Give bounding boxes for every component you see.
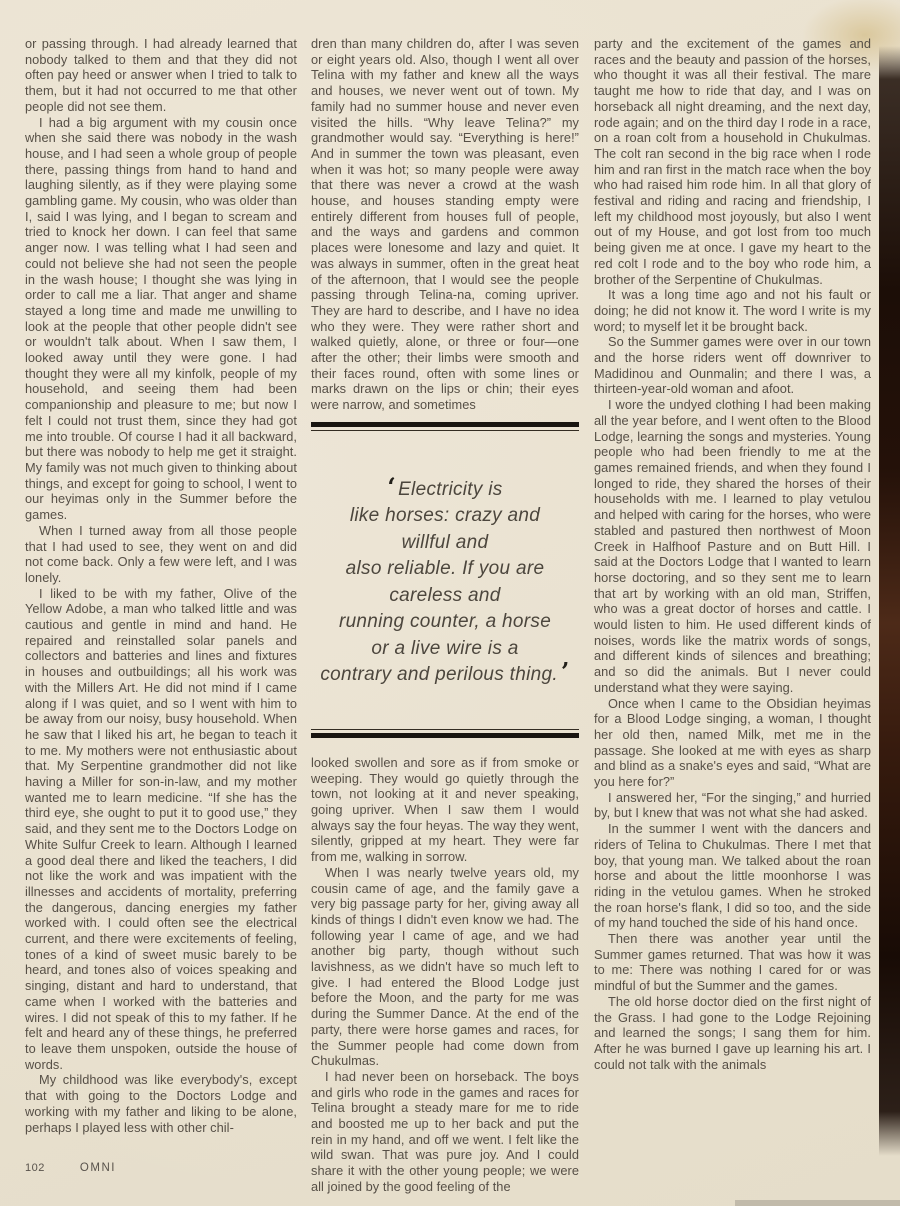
close-quote-mark: ’ [560, 657, 570, 687]
pull-quote-line: also reliable. If you are [345, 558, 545, 580]
open-quote-mark: ‘ [387, 471, 397, 501]
body-paragraph: I had a big argument with my cousin once when she said there was nobody in the wash house, and I had seen a whole group of people there, passing things from hand to hand and laughing silently, as if they were playing some gambling game. My cousin, who was older than I, said I was lying, and I began to scream and tried to knock her down. I can feel that same anger now. I was telling what I had seen and could not believe she had not seen the people in the wash house; I thought she was lying in order to call me a liar. That anger and shame stayed a long time and made me unwilling to look at the people that other people didn't see or wouldn't talk about. When I saw them, I looked away until they were gone. I had thought they were all my kinfolk, people of my household, and seeing them had been companionship and pleasure to me; but now I felt I could not trust them, since they had got me into trouble. Of course I had it all backward, but there was nobody to help me get it straight. My family was not much given to thinking about things, and except for going to school, I went to our heyimas only in the Summer before the games. [25, 114, 297, 523]
body-paragraph: dren than many children do, after I was seven or eight years old. Also, though I went all over Telina with my father and knew all the ways and houses, we never went out of town. My family had no summer house and never even visited the hills. “Why leave Telina?” my grandmother would say. “Everything is here!” And in summer the town was pleasant, even when it was hot; so many people were away that there was never a crowd at the wash house, and houses standing empty were entirely different from houses full of people, and the ways and gardens and common places were lonesome and lazy and quiet. It was always in summer, often in the great heat of the afternoon, that I would see the people passing through Telina-na, coming upriver. They are hard to describe, and I have no idea who they were. They were rather short and walked quietly, alone, or three or four—one after the other; their limbs were smooth and their faces round, often with some lines or marks drawn on the lips or chin; their eyes were narrow, and sometimes [311, 36, 579, 413]
body-paragraph: When I turned away from all those people that I had used to see, they went on and did not come back. Only a few were left, and I was lonely. [25, 522, 297, 585]
body-paragraph: When I was nearly twelve years old, my cousin came of age, and the family gave a very big passage party for her, giving away all kinds of things I didn't even know we had. The following year I came of age, and we had another big party, though without such lavishness, as we didn't have so much left to give. I had entered the Blood Lodge just before the Moon, and the party for me was during the Summer Dance. At the end of the party, there were horse games and races, for the Summer people had come down from Chukulmas. [311, 864, 579, 1069]
pull-quote-line: willful and [401, 531, 489, 553]
pull-quote-line: ‘ Electricity is [387, 471, 503, 501]
body-paragraph: looked swollen and sore as if from smoke or weeping. They would go quietly through the town, not looking at it and never speaking, going upriver. When I saw them I would always say the four heyas. The way they went, silently, gripped at my heart. They were far from me, walking in sorrow. [311, 754, 579, 865]
magazine-name: OMNI [79, 1162, 116, 1174]
scan-edge-shadow [879, 46, 900, 1156]
text-column-middle [311, 36, 579, 1195]
body-paragraph: I wore the undyed clothing I had been making all the year before, and I went often to the Blood Lodge, learning the songs and mysteries. Young people who had been friendly to me at the games remained friends, and when they found I longed to ride, they shared the horses of their households with me. I learned to play vetulou and helped with caring for the horses, who were stabled and pastured then northwest of Moon Creek in Halfhoof Pasture and on Butt Hill. I said at the Doctors Lodge that I wanted to learn horse doctoring, and so they sent me to learn that art by working with an old man, Striffen, who was a great doctor of horses and cattle. I would listen to him. He used different kinds of noises, words like the matrix words of songs, and different kinds of silences and breathing; and so did the animals. But I never could understand what they were saying. [594, 397, 871, 695]
body-paragraph: My childhood was like everybody's, except that with going to the Doctors Lodge and working with my father and liking to be alone, perhaps I played less with other chil- [25, 1072, 297, 1135]
pull-quote-bottom-rule [311, 729, 579, 738]
text-column-right [594, 36, 871, 1072]
scan-bottom-edge [735, 1200, 900, 1206]
page-footer [25, 1162, 116, 1174]
text-column-left [25, 36, 297, 1135]
body-paragraph: The old horse doctor died on the first night of the Grass. I had gone to the Lodge Rejoining and learned the songs; I sang them for him. After he was burned I gave up learning his art. I could not talk with the animals [594, 993, 871, 1072]
pull-quote [315, 471, 575, 689]
body-paragraph: Then there was another year until the Summer games returned. That was how it was to me: There was nothing I cared for or was mindful of but the Summer and the games. [594, 931, 871, 994]
body-paragraph: So the Summer games were over in our town and the horse riders went off downriver to Madidinou and Ounmalin; and there I was, a thirteen-year-old woman and afoot. [594, 334, 871, 397]
body-paragraph: or passing through. I had already learned that nobody talked to them and that they did not often pay heed or answer when I tried to talk to them, but it had not occurred to me that other people did not see them. [25, 36, 297, 114]
page-number: 102 [25, 1162, 45, 1174]
pull-quote-line: like horses: crazy and [349, 505, 541, 527]
pull-quote-line: running counter, a horse [338, 611, 552, 633]
body-paragraph: party and the excitement of the games and races and the beauty and passion of the horses, who thought it was all their festival. The mare taught me how to ride that day, and I was on horseback all night dreaming, and the next day, rode again; and on the third day I rode in a race, on a roan colt from a household in Chukulmas. The colt ran second in the big race when I rode him and ran first in the match race when the boy who had raised him rode him. In all that glory of festival and riding and racing and friendship, I left my childhood most joyously, but also I went out of my House, and got lost from too much being given me at once. I gave my heart to the red colt I rode and to the boy who rode him, a brother of the Serpentine of Chukulmas. [594, 36, 871, 287]
body-paragraph: I answered her, “For the singing,” and hurried by, but I knew that was not what she had asked. [594, 789, 871, 821]
body-paragraph: Once when I came to the Obsidian heyimas for a Blood Lodge singing, a woman, I thought her old then, named Milk, met me in the passage. She looked at me with eyes as sharp and blind as a snake's eyes and said, “What are you here for?” [594, 695, 871, 790]
body-paragraph: I liked to be with my father, Olive of the Yellow Adobe, a man who talked little and was cautious and gentle in mind and hand. He repaired and reinstalled solar panels and collectors and batteries and lines and fixtures in houses and outbuildings; all his work was with the Millers Art. He did not mind if I came along if I was quiet, and so I went with him to be away from our noisy, busy household. When he saw that I liked his art, he began to teach it to me. My mothers were not enthusiastic about that. My Serpentine grandmother did not like having a Miller for son-in-law, and my mother wanted me to learn medicine. “If she has the third eye, she ought to put it to good use,” they said, and they sent me to the Doctors Lodge on White Sulfur Creek to learn. Although I learned a good deal there and liked the teachers, I did not like the work and was impatient with the illnesses and accidents of mortality, preferring the dangerous, dancing energies my father worked with. I could often see the electrical current, and there were excitements of feeling, tones of a kind of sweet music barely to be heard, and tones also of voices speaking and singing, distant and hard to understand, that came when I worked with the batteries and wires. I did not speak of this to my father. If he felt and heard any of these things, he preferred to leave them unspoken, outside the house of words. [25, 585, 297, 1072]
pull-quote-line: contrary and perilous thing. ’ [320, 657, 570, 687]
pull-quote-line: or a live wire is a [371, 637, 519, 659]
body-paragraph: I had never been on horseback. The boys and girls who rode in the games and races for Telina brought a steady mare for me to ride and boosted me up to her back and put the rein in my hand, and off we went. I felt like the wild swan. That was pure joy. And I could share it with the other young people; we were all joined by the good feeling of the [311, 1068, 579, 1194]
pull-quote-line: careless and [389, 584, 501, 606]
pull-quote-top-rule [311, 422, 579, 431]
body-paragraph: It was a long time ago and not his fault or doing; he did not know it. The word I write is my word; to myself let it be brought back. [594, 287, 871, 334]
body-paragraph: In the summer I went with the dancers and riders of Telina to Chukulmas. There I met that boy, that young man. We talked about the roan horse and about the little moonhorse I was riding in the vetulou games. When he stroked the roan horse's flank, I did so too, and the side of my hand touched the side of his hand once. [594, 821, 871, 931]
